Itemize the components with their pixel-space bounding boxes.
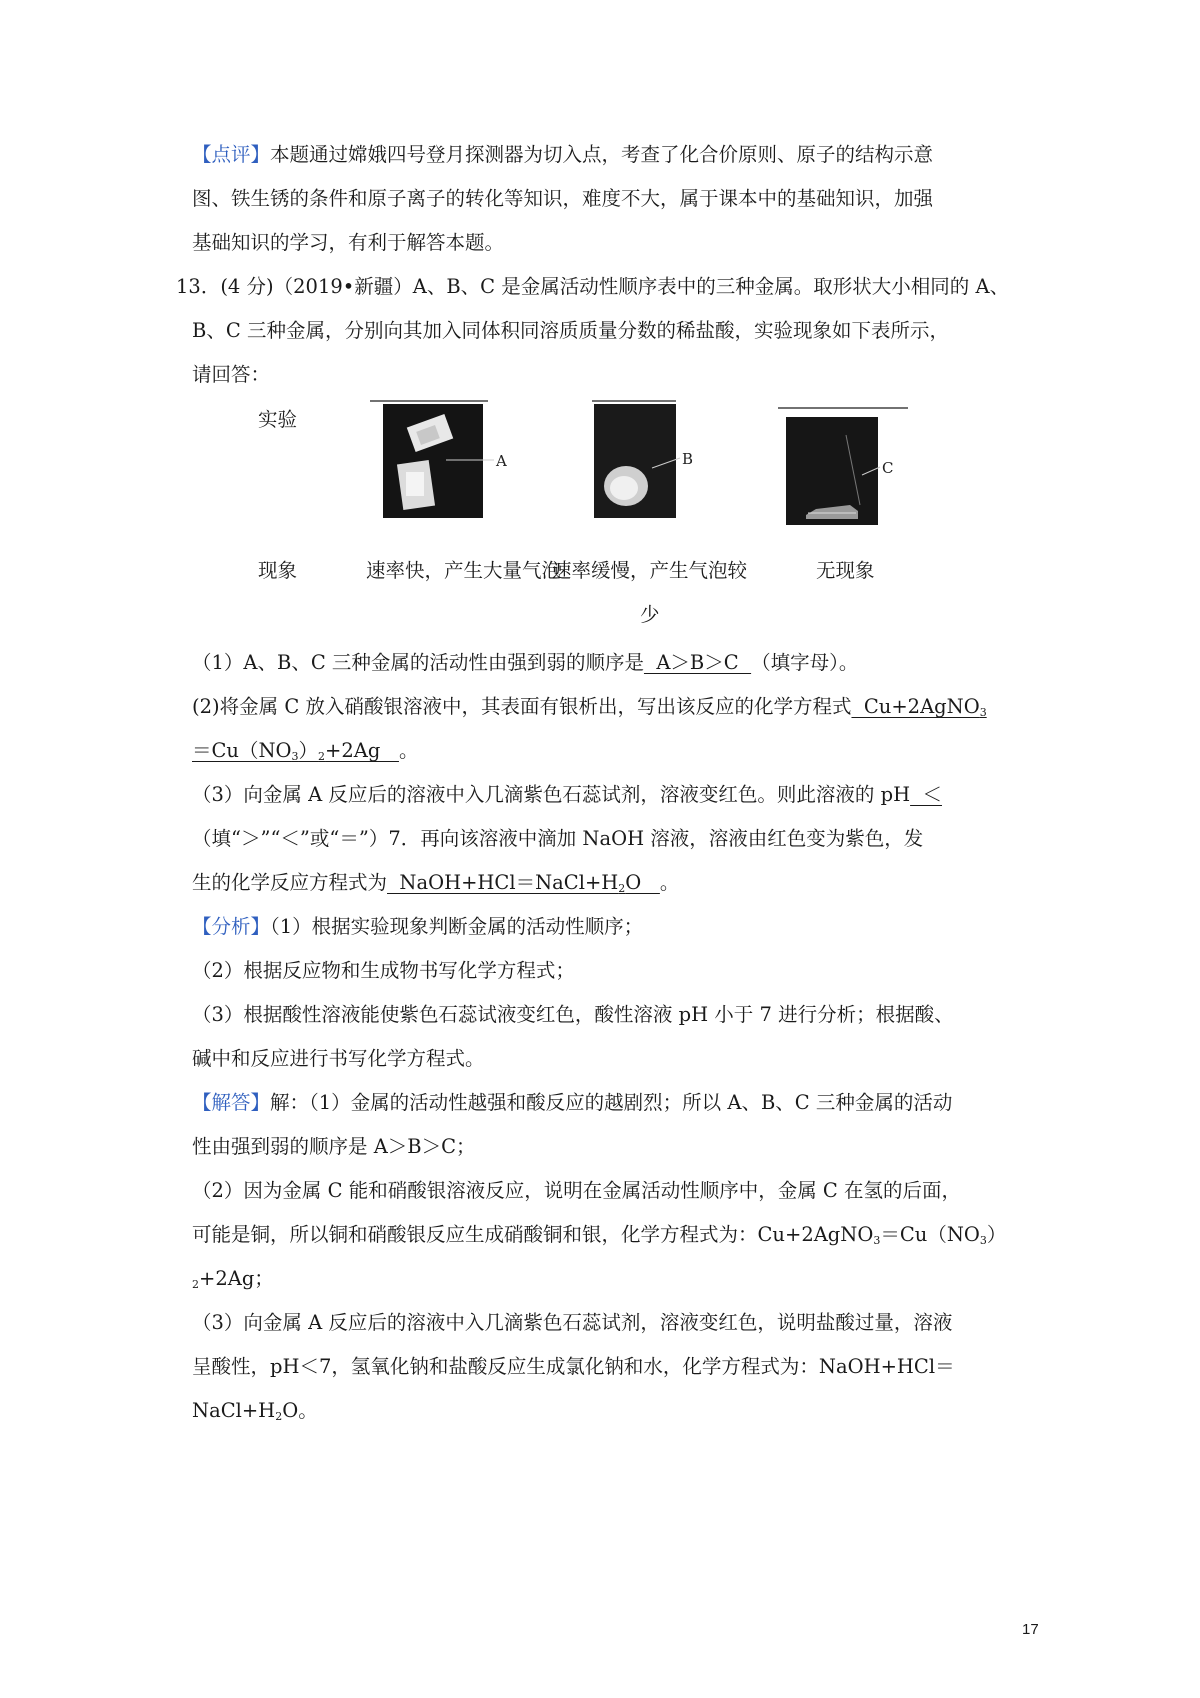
solution-line-5: $_2$+2Ag； — [192, 1267, 274, 1291]
q3-line-2: （填“＞”“＜”或“＝”）7．再向该溶液中滴加 NaOH 溶液，溶液由红色变为紫色，发 — [192, 827, 924, 850]
solution-line-6: （3）向金属 A 反应后的溶液中入几滴紫色石蕊试剂，溶液变红色，说明盐酸过量，溶液 — [192, 1311, 953, 1334]
question-line-1: 13．(4 分)（2019•新疆）A、B、C 是金属活动性顺序表中的三种金属。取形状大小相同的 A、 — [176, 275, 1010, 298]
solution-line-3: （2）因为金属 C 能和硝酸银溶液反应，说明在金属活动性顺序中，金属 C 在氢的后面， — [192, 1179, 962, 1202]
q2-line-1: (2)将金属 C 放入硝酸银溶液中，其表面有银析出，写出该反应的化学方程式 Cu+2AgNO$_3$ — [192, 695, 987, 719]
solution-tag: 【解答】 — [192, 1091, 271, 1114]
question-line-2: B、C 三种金属，分别向其加入同体积同溶质质量分数的稀盐酸，实验现象如下表所示， — [192, 319, 949, 342]
photo-label-b: B — [682, 450, 694, 468]
analysis-tag: 【分析】 — [192, 915, 271, 938]
test-tube-photo-b — [592, 398, 712, 520]
photo-label-c: C — [882, 459, 894, 477]
observation-b-line-2: 少 — [640, 603, 660, 626]
q3-line-3: 生的化学反应方程式为 $NaOH+HCl=NaCl+H_2O$ 。 — [192, 871, 680, 895]
question-line-3: 请回答： — [192, 363, 271, 386]
solution-line-8: $NaCl+H_2O$。 — [192, 1399, 318, 1423]
analysis-line-1: 【分析】（1）根据实验现象判断金属的活动性顺序； — [192, 915, 644, 938]
review-line-1: 【点评】本题通过嫦娥四号登月探测器为切入点，考查了化合价原则、原子的结构示意 — [192, 143, 934, 166]
analysis-line-2: （2）根据反应物和生成物书写化学方程式； — [192, 959, 575, 982]
analysis-line-4: 碱中和反应进行书写化学方程式。 — [192, 1047, 485, 1070]
analysis-line-3: （3）根据酸性溶液能使紫色石蕊试液变红色，酸性溶液 pH 小于 7 进行分析；根据酸、 — [192, 1003, 954, 1026]
solution-line-4: 可能是铜，所以铜和硝酸银反应生成硝酸铜和银，化学方程式为：$Cu+2AgNO_3=Cu(NO_3)$ — [192, 1223, 1007, 1247]
q1-answer: A＞B＞C — [643, 651, 752, 674]
q1-line: （1）A、B、C 三种金属的活动性由强到弱的顺序是 A＞B＞C （填字母）。 — [192, 651, 859, 674]
q3-answer-ph: ＜ — [910, 783, 942, 806]
q2-answer-part-1: Cu+2AgNO$_3$ — [851, 695, 987, 719]
q3-line-1: （3）向金属 A 反应后的溶液中入几滴紫色石蕊试剂，溶液变红色。则此溶液的 pH ＜ — [192, 783, 942, 806]
solution-line-2: 性由强到弱的顺序是 A＞B＞C； — [192, 1135, 476, 1158]
observation-a: 速率快，产生大量气泡 — [366, 559, 562, 582]
page-number: 17 — [1022, 1621, 1039, 1638]
observation-c: 无现象 — [816, 559, 875, 582]
review-tag: 【点评】 — [192, 143, 271, 166]
table-label-experiment: 实验 — [258, 408, 298, 431]
review-line-2: 图、铁生锈的条件和原子离子的转化等知识，难度不大，属于课本中的基础知识，加强 — [192, 187, 934, 210]
table-label-observation: 现象 — [258, 559, 298, 582]
test-tube-photo-c — [778, 405, 910, 527]
q3-answer-equation: $NaOH+HCl=NaCl+H_2O$ — [387, 871, 660, 895]
observation-b-line-1: 速率缓慢，产生气泡较 — [552, 559, 748, 582]
q2-answer-part-2: $=Cu(NO_3)_2+2Ag$ — [192, 739, 399, 763]
test-tube-photo-a — [368, 398, 518, 520]
solution-line-7: 呈酸性，pH＜7，氢氧化钠和盐酸反应生成氯化钠和水，化学方程式为：NaOH+HCl＝ — [192, 1355, 955, 1378]
photo-label-a: A — [496, 452, 507, 470]
solution-line-1: 【解答】解：（1）金属的活动性越强和酸反应的越剧烈；所以 A、B、C 三种金属的活动 — [192, 1091, 953, 1114]
q2-line-2: $=Cu(NO_3)_2+2Ag$ 。 — [192, 739, 419, 763]
review-line-3: 基础知识的学习，有利于解答本题。 — [192, 231, 505, 254]
